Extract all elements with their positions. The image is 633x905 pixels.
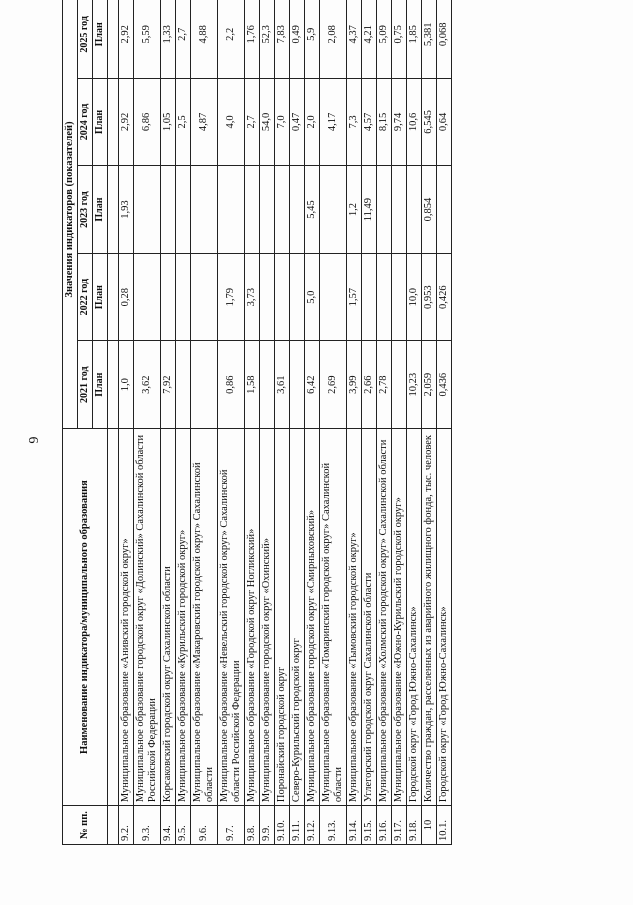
- header-plan: План: [93, 341, 108, 429]
- row-value: 52,3: [260, 0, 275, 78]
- row-value: 1,85: [407, 0, 422, 78]
- row-value: [320, 253, 347, 341]
- row-value: [161, 166, 176, 254]
- row-name: Муниципальное образование «Курильский городской округ»: [176, 429, 191, 806]
- row-value: [260, 341, 275, 429]
- table-row: [320, 0, 347, 845]
- row-value: 5,59: [134, 0, 161, 78]
- row-value: [290, 166, 305, 254]
- row-value: [191, 166, 218, 254]
- row-name: Углегорский городской округ Сахалинской области: [362, 429, 377, 806]
- row-value: 2,7: [245, 78, 260, 166]
- row-value: [191, 253, 218, 341]
- header-year: 2021 год: [78, 341, 93, 429]
- row-value: 6,86: [134, 78, 161, 166]
- row-name: Северо-Курильский городской округ: [290, 429, 305, 806]
- row-value: 0,86: [218, 341, 245, 429]
- row-value: [275, 253, 290, 341]
- row-value: 2,7: [176, 0, 191, 78]
- row-number: 9.8.: [245, 806, 260, 845]
- row-value: 0,28: [119, 253, 134, 341]
- row-value: 5,0: [305, 253, 320, 341]
- row-value: 1,76: [245, 0, 260, 78]
- row-name: Муниципальное образование «Южно-Курильский городской округ»: [392, 429, 407, 806]
- row-number: 9.17.: [392, 806, 407, 845]
- row-value: 7,92: [161, 341, 176, 429]
- table-row: [245, 0, 260, 845]
- row-value: 1,57: [347, 253, 362, 341]
- row-value: 4,88: [191, 0, 218, 78]
- row-name: Муниципальное образование «Макаровский городской округ» Сахалинской области: [191, 429, 218, 806]
- row-value: 1,33: [161, 0, 176, 78]
- table-row: [161, 0, 176, 845]
- table-row: [407, 0, 422, 845]
- table-row: [191, 0, 218, 845]
- row-value: 4,87: [191, 78, 218, 166]
- row-name: Муниципальное образование городской округ «Долинский» Сахалинской области Российской Федерации: [134, 429, 161, 806]
- table-row: [362, 0, 377, 845]
- page-number: 6: [25, 436, 40, 444]
- row-value: 54,0: [260, 78, 275, 166]
- row-value: [176, 253, 191, 341]
- row-number: 9.7.: [218, 806, 245, 845]
- row-value: 4,21: [362, 0, 377, 78]
- table-row: [422, 0, 437, 845]
- row-value: 2,2: [218, 0, 245, 78]
- row-value: [407, 166, 422, 254]
- row-value: [218, 166, 245, 254]
- header-values: Значения индикаторов (показателей): [63, 0, 78, 429]
- row-value: 10,0: [407, 253, 422, 341]
- row-value: 10,6: [407, 78, 422, 166]
- row-value: 0,854: [422, 166, 437, 254]
- row-value: 10,23: [407, 341, 422, 429]
- row-value: [134, 166, 161, 254]
- row-number: 9.15.: [362, 806, 377, 845]
- table-row: [392, 0, 407, 845]
- row-name: Муниципальное образование городской округ «Охинский»: [260, 429, 275, 806]
- row-value: 0,47: [290, 78, 305, 166]
- row-value: 1,05: [161, 78, 176, 166]
- row-value: [161, 253, 176, 341]
- spacer-row: [108, 0, 119, 845]
- header-year: 2025 год: [78, 0, 93, 78]
- row-name: Муниципальное образование «Холмский городской округ» Сахалинской области: [377, 429, 392, 806]
- row-number: 9.3.: [134, 806, 161, 845]
- row-value: 0,436: [437, 341, 452, 429]
- row-name: Муниципальное образование «Анивский городской округ»: [119, 429, 134, 806]
- row-value: [290, 341, 305, 429]
- row-value: 3,61: [275, 341, 290, 429]
- row-value: 1,2: [347, 166, 362, 254]
- row-value: 4,37: [347, 0, 362, 78]
- table-row: [305, 0, 320, 845]
- row-name: Количество граждан, расселенных из аварийного жилищного фонда, тыс. человек: [422, 429, 437, 806]
- row-value: [377, 253, 392, 341]
- header-name: Наименование индикатора/муниципального образования: [63, 429, 108, 806]
- table-row: [275, 0, 290, 845]
- row-value: 1,58: [245, 341, 260, 429]
- row-value: [191, 341, 218, 429]
- header-year: 2024 год: [78, 78, 93, 166]
- row-number: 9.4.: [161, 806, 176, 845]
- row-value: [362, 253, 377, 341]
- row-value: 0,75: [392, 0, 407, 78]
- row-value: 1,93: [119, 166, 134, 254]
- row-value: [260, 166, 275, 254]
- row-value: 2,92: [119, 78, 134, 166]
- row-value: 2,5: [176, 78, 191, 166]
- row-number: 9.9.: [260, 806, 275, 845]
- row-value: 8,15: [377, 78, 392, 166]
- row-value: [377, 166, 392, 254]
- row-name: Городской округ «Город Южно-Сахалинск»: [407, 429, 422, 806]
- header-plan: План: [93, 0, 108, 78]
- row-name: Поронайский городской округ: [275, 429, 290, 806]
- row-number: 9.5.: [176, 806, 191, 845]
- row-number: 9.2.: [119, 806, 134, 845]
- table-row: [134, 0, 161, 845]
- row-value: 2,66: [362, 341, 377, 429]
- row-name: Корсаковский городской округ Сахалинской области: [161, 429, 176, 806]
- row-value: 1,79: [218, 253, 245, 341]
- row-value: 5,09: [377, 0, 392, 78]
- row-name: Городской округ «Город Южно-Сахалинск»: [437, 429, 452, 806]
- row-value: 0,068: [437, 0, 452, 78]
- table-row: [218, 0, 245, 845]
- row-value: 2,69: [320, 341, 347, 429]
- row-value: [290, 253, 305, 341]
- row-value: [392, 166, 407, 254]
- header-year: 2023 год: [78, 166, 93, 254]
- row-value: 11,49: [362, 166, 377, 254]
- row-value: 6,42: [305, 341, 320, 429]
- row-name: Муниципальное образование «Тымовский городской округ»: [347, 429, 362, 806]
- table-row: [377, 0, 392, 845]
- header-plan: План: [93, 78, 108, 166]
- row-value: [176, 166, 191, 254]
- row-value: 5,45: [305, 166, 320, 254]
- row-name: Муниципальное образование «Городской округ Ногликский»: [245, 429, 260, 806]
- row-number: 9.10.: [275, 806, 290, 845]
- row-number: 9.16.: [377, 806, 392, 845]
- table-header: [63, 0, 108, 845]
- header-year: 2022 год: [78, 253, 93, 341]
- row-value: [134, 253, 161, 341]
- row-value: 0,426: [437, 253, 452, 341]
- table-row: [437, 0, 452, 845]
- header-number: № пп.: [63, 806, 108, 845]
- row-value: 2,0: [305, 78, 320, 166]
- rotated-table-area: [50, 0, 610, 870]
- table-row: [347, 0, 362, 845]
- table-body: [108, 0, 452, 845]
- table-row: [176, 0, 191, 845]
- header-plan: План: [93, 253, 108, 341]
- row-value: 0,49: [290, 0, 305, 78]
- row-value: 2,92: [119, 0, 134, 78]
- row-value: 4,57: [362, 78, 377, 166]
- row-value: 7,0: [275, 78, 290, 166]
- indicators-table: [62, 0, 452, 845]
- row-name: Муниципальное образование «Томаринский городской округ» Сахалинской области: [320, 429, 347, 806]
- row-value: [275, 166, 290, 254]
- row-value: 0,64: [437, 78, 452, 166]
- row-value: 7,3: [347, 78, 362, 166]
- row-number: 9.12.: [305, 806, 320, 845]
- row-value: [260, 253, 275, 341]
- table-row: [290, 0, 305, 845]
- row-value: [392, 253, 407, 341]
- row-number: 9.13.: [320, 806, 347, 845]
- row-value: 9,74: [392, 78, 407, 166]
- row-value: [392, 341, 407, 429]
- row-value: [245, 166, 260, 254]
- row-value: 1,0: [119, 341, 134, 429]
- table-row: [119, 0, 134, 845]
- row-number: 9.11.: [290, 806, 305, 845]
- row-value: 2,78: [377, 341, 392, 429]
- row-value: 7,83: [275, 0, 290, 78]
- row-value: [320, 166, 347, 254]
- row-number: 10: [422, 806, 437, 845]
- row-name: Муниципальное образование «Невельский городской округ» Сахалинской области Российской Федерации: [218, 429, 245, 806]
- header-plan: План: [93, 166, 108, 254]
- row-value: 4,17: [320, 78, 347, 166]
- row-number: 9.14.: [347, 806, 362, 845]
- row-value: 2,059: [422, 341, 437, 429]
- row-value: 6,545: [422, 78, 437, 166]
- row-value: 2,08: [320, 0, 347, 78]
- row-value: 3,73: [245, 253, 260, 341]
- row-number: 9.6.: [191, 806, 218, 845]
- row-number: 10.1.: [437, 806, 452, 845]
- row-value: 0,953: [422, 253, 437, 341]
- row-value: 3,99: [347, 341, 362, 429]
- row-value: 5,9: [305, 0, 320, 78]
- row-value: 5,381: [422, 0, 437, 78]
- row-value: 4,0: [218, 78, 245, 166]
- table-row: [260, 0, 275, 845]
- row-number: 9.18.: [407, 806, 422, 845]
- row-value: 3,62: [134, 341, 161, 429]
- row-name: Муниципальное образование городской округ «Смирныховский»: [305, 429, 320, 806]
- row-value: [437, 166, 452, 254]
- row-value: [176, 341, 191, 429]
